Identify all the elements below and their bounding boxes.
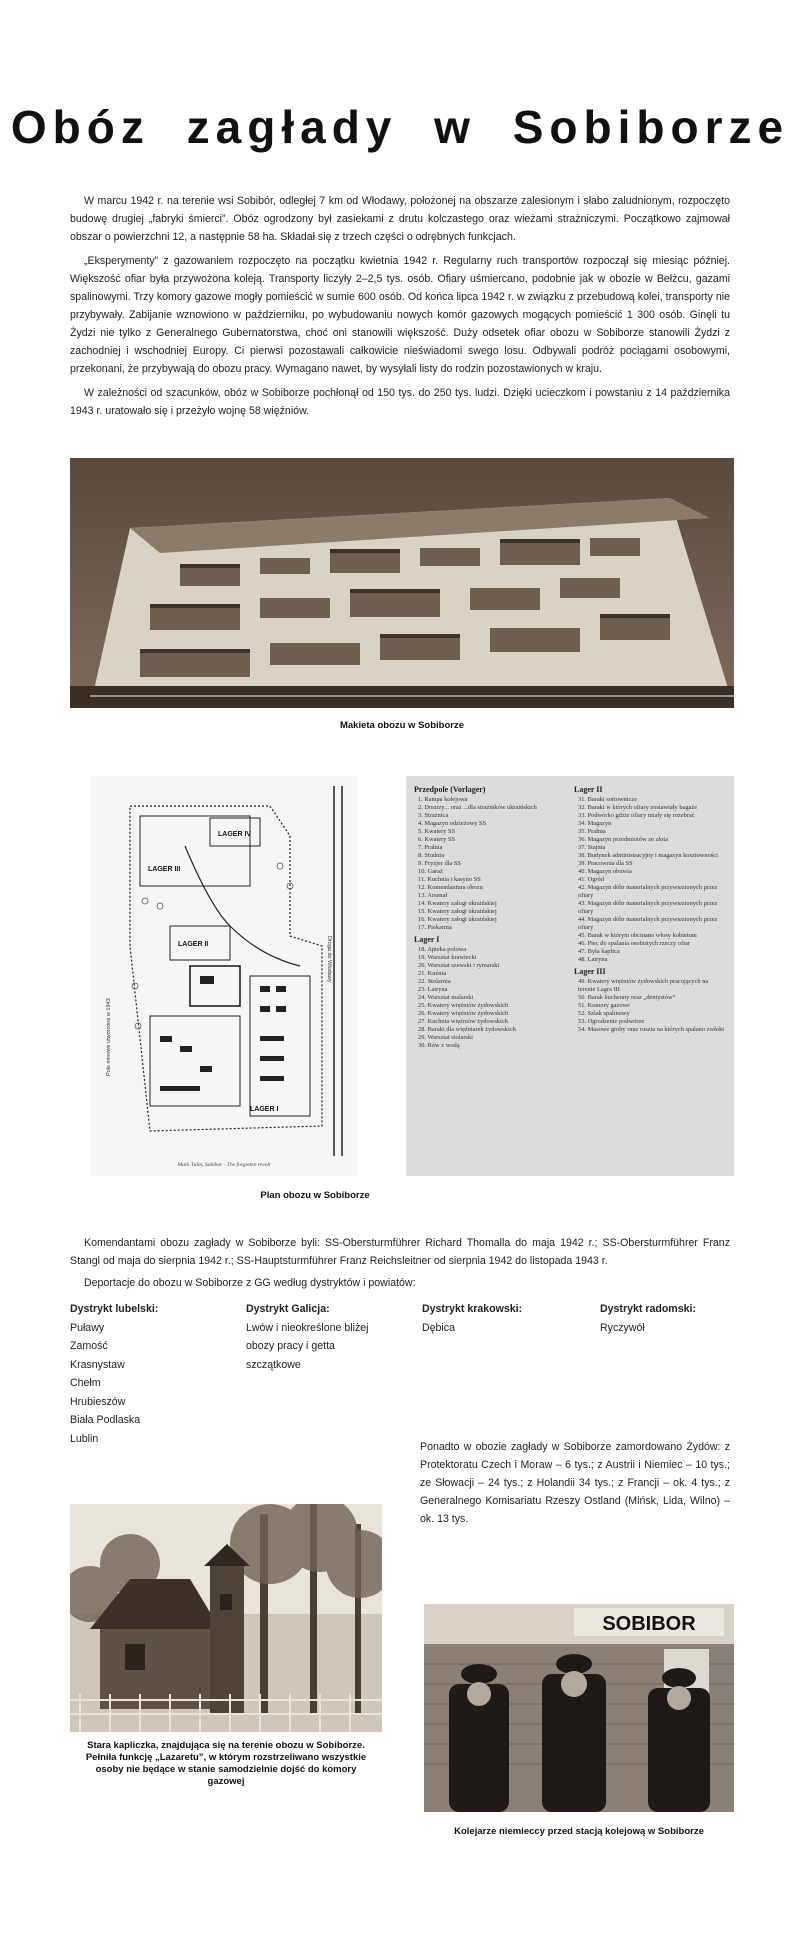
legend-item: 27. Kuchnia więźniów żydowskich <box>418 1018 508 1025</box>
district-item: Zamość <box>70 1340 108 1352</box>
plan-caption: Plan obozu w Sobiborze <box>260 1190 370 1201</box>
district-item: szczątkowe <box>246 1358 301 1371</box>
chapel-caption: Stara kapliczka, znajdująca się na terenie obozu w Sobiborze. Pełniła funkcję „Lazaretu”, w którym rozstrzeliwano wszystkie osoby nie będące w stanie samodzielnie dojść do komory gazowej <box>85 1740 367 1787</box>
station-caption: Kolejarze niemieccy przed stacją kolejową w Sobiborze <box>454 1826 704 1837</box>
commandants-paragraph: Komendantami obozu zagłady w Sobiborze byli: SS-Obersturmführer Richard Thomalla do maja 1942 r.; SS-Obersturmführer Franz Stangl od maja do sierpnia 1942 r.; SS-Hauptsturmführer Franz Reichsleitner od sierpnia 1942 do listopada 1943 r. <box>70 1237 730 1267</box>
legend-item: 31. Baraki sortownicze <box>578 796 638 803</box>
plan-legend <box>406 776 734 1176</box>
legend-heading: Lager III <box>574 967 606 976</box>
legend-item: 42. Magazyn dóbr materialnych przywiezionych przez ofiary <box>578 884 718 899</box>
intro-paragraph: „Eksperymenty” z gazowaniem rozpoczęto na początku kwietnia 1942 r. Regularny ruch transportów rozpoczął się miesiąc później. Większość ofiar była przywożona koleją. Transporty liczyły 2–2,5 tys. osób. Ofiary uśmiercano, podobnie jak w obozie w Bełżcu, gazami spalinowymi. Trzy komory gazowe mogły pomieścić w sumie 600 osób. Od końca lipca 1942 r. w związku z przebudową kolei, transporty nie przybywały. Zabijanie wznowiono w październiku, po wybudowaniu nowych komór gazowych mogących pomieścić 1 300 osób. Ginęli tu Żydzi nie tylko z Generalnego Gubernatorstwa, choć oni stanowili większość. Duży odsetek ofiar obozu w Sobiborze stanowili Żydzi z zachodniej i wschodniej Europy. Ci pierwsi pozostawali całkowicie nieświadomi swego losu. Odbywali podróż pociągami osobowymi, przekonani, że przybywają do obozu pracy. Wymagano nawet, by wysyłali listy do rodzin pozostawionych w kraju. <box>70 255 730 375</box>
district-heading: Dystrykt Galicja: <box>246 1303 330 1315</box>
legend-item: 38. Budynek administracyjny i magazyn kosztowności <box>578 852 718 859</box>
legend-item: 8. Studnia <box>418 852 444 859</box>
camp-plan-map <box>90 776 358 1176</box>
legend-heading: Przedpole (Vorlager) <box>414 785 486 794</box>
legend-item: 1. Rampa kolejowa <box>418 796 468 803</box>
legend-item: 15. Kwatery załogi ukraińskiej <box>418 908 497 915</box>
legend-item: 4. Magazyn odzieżowy SS <box>418 820 487 827</box>
legend-list <box>574 978 726 1034</box>
plan-label-lager-ii: LAGER II <box>178 941 209 948</box>
legend-column-2 <box>574 782 726 1034</box>
legend-item: 26. Kwatery więźniów żydowskich <box>418 1010 509 1017</box>
legend-item: 25. Kwatery więźniów żydowskich <box>418 1002 509 1009</box>
legend-item: 11. Kuchnia i kasyno SS <box>418 876 481 883</box>
legend-item: 21. Kuźnia <box>418 970 447 977</box>
legend-item: 37. Stajnia <box>578 844 606 851</box>
legend-heading: Lager II <box>574 785 603 794</box>
legend-item: 3. Strażnica <box>418 812 449 819</box>
district-item: Krasnystaw <box>70 1358 125 1371</box>
legend-item: 23. Latryna <box>418 986 448 993</box>
legend-list <box>574 796 726 964</box>
district-list <box>422 1319 592 1338</box>
legend-item: 34. Magazyn <box>578 820 612 827</box>
district-lubelski <box>70 1300 240 1448</box>
legend-item: 20. Warsztat szewski i rymarski <box>418 962 500 969</box>
page-title: Obóz zagłady w Sobiborze <box>10 101 790 153</box>
plan-label-lager-iii: LAGER III <box>148 866 181 873</box>
district-item: Biała Podlaska <box>70 1414 141 1426</box>
legend-item: 7. Pralnia <box>418 844 443 851</box>
legend-item: 54. Masowe groby oraz ruszta na których spalano zwłoki <box>578 1026 725 1033</box>
legend-item: 6. Kwatery SS <box>418 836 456 843</box>
commandants-text <box>70 1234 730 1296</box>
legend-item: 24. Warsztat malarski <box>418 994 474 1001</box>
legend-item: 36. Magazyn przedmiotów ze złota <box>578 836 668 843</box>
legend-heading: Lager I <box>414 935 440 944</box>
intro-paragraph: W marcu 1942 r. na terenie wsi Sobibór, odległej 7 km od Włodawy, położonej na obszarze zalesionym i słabo zaludnionym, rozpoczęto budowę drugiej „fabryki śmierci”. Obóz ogrodzony był zasiekami z drutu kolczastego oraz wieżami strażniczymi. Początkowo zajmował obszar o powierzchni 12, a następnie 58 ha. Składał się z trzech części o odrębnych funkcjach. <box>70 195 730 243</box>
legend-item: 41. Ogród <box>578 876 604 883</box>
legend-item: 18. Apteka polowa <box>418 946 467 953</box>
district-item: Lublin <box>70 1432 99 1445</box>
district-heading: Dystrykt lubelski: <box>70 1303 159 1315</box>
legend-item: 28. Baraki dla więźniarek żydowskich <box>418 1026 516 1033</box>
legend-item: 19. Warsztat krawiecki <box>418 954 477 961</box>
legend-item: 32. Baraki w których ofiary zostawiały bagaże <box>578 804 698 811</box>
district-item: Hrubieszów <box>70 1395 126 1408</box>
legend-item: 13. Arsenał <box>418 892 448 899</box>
legend-item: 29. Warsztat stolarski <box>418 1034 473 1041</box>
station-sign: SOBIBOR <box>602 1613 696 1635</box>
legend-item: 39. Pracownia dla SS <box>578 860 633 867</box>
plan-label-lager-iv: LAGER IV <box>218 831 252 838</box>
additional-victims-text: Ponadto w obozie zagłady w Sobiborze zamordowano Żydów: z Protektoratu Czech i Moraw – 6 tys.; z Austrii i Niemiec – 10 tys.; ze Słowacji – 24 tys.; z Holandii 34 tys.; z Francji – ok. 4 tys.; z Generalnego Komisariatu Rzeszy Ostland (Mińsk, Lida, Wilno) – ok. 13 tys. <box>420 1441 730 1525</box>
plan-credit: Mark Tulin, Sobibor - The forgotten revolt <box>177 1162 271 1168</box>
legend-item: 30. Rów z wodą <box>418 1042 460 1049</box>
district-krakowski <box>422 1300 592 1337</box>
legend-item: 10. Garaż <box>418 868 443 875</box>
legend-list <box>414 796 566 932</box>
deportation-intro: Deportacje do obozu w Sobiborze z GG według dystryktów i powiatów: <box>84 1277 416 1289</box>
legend-item: 40. Magazyn obuwia <box>578 868 632 875</box>
district-item: obozy pracy i getta <box>246 1340 335 1352</box>
legend-item: 22. Stolarnia <box>418 978 451 985</box>
model-caption: Makieta obozu w Sobiborze <box>339 720 465 731</box>
district-galicja <box>246 1300 416 1374</box>
legend-item: 35. Pralnia <box>578 828 606 835</box>
legend-item: 33. Podwórko gdzie ofiary miały się rozebrać <box>578 812 695 819</box>
legend-item: 16. Kwatery załogi ukraińskiej <box>418 916 497 923</box>
camp-model-photo <box>70 458 734 708</box>
district-item: Dębica <box>422 1321 455 1334</box>
legend-column-1 <box>414 782 566 1050</box>
legend-item: 50. Barak kuchenny oraz „dentystów” <box>578 994 676 1001</box>
district-list <box>600 1319 734 1338</box>
intro-paragraph: W zależności od szacunków, obóz w Sobiborze pochłonął od 150 tys. do 250 tys. ludzi. Dzięki ucieczkom i powstaniu z 14 października 1943 r. uratowało się i przeżyło wojnę 58 więźniów. <box>70 387 730 417</box>
legend-list <box>414 946 566 1050</box>
district-item: Lwów i nieokreślone bliżej <box>246 1321 369 1334</box>
district-list <box>70 1319 240 1449</box>
legend-item: 47. Była kaplica <box>578 948 620 955</box>
legend-item: 12. Komendantura obozu <box>418 884 483 891</box>
district-item: Chełm <box>70 1377 101 1389</box>
legend-item: 17. Piekarnia <box>418 924 452 931</box>
legend-item: 45. Barak w którym obcinano włosy kobietom <box>578 932 697 939</box>
intro-text <box>70 192 730 426</box>
district-item: Ryczywół <box>600 1321 645 1334</box>
legend-item: 5. Kwatery SS <box>418 828 456 835</box>
district-heading: Dystrykt krakowski: <box>422 1303 523 1315</box>
district-radomski <box>600 1300 734 1337</box>
chapel-photo <box>70 1504 382 1732</box>
district-heading: Dystrykt radomski: <box>600 1303 696 1315</box>
legend-item: 43. Magazyn dóbr materialnych przywiezionych przez ofiary <box>578 900 718 915</box>
legend-item: 49. Kwatery więźniów żydowskich pracujących na terenie Lagra III <box>578 978 709 993</box>
legend-item: 53. Ogrodzenie podwórze <box>578 1018 645 1025</box>
legend-item: 44. Magazyn dóbr materialnych przywiezionych przez ofiary <box>578 916 718 931</box>
district-item: Puławy <box>70 1321 105 1334</box>
district-list <box>246 1319 416 1375</box>
legend-item: 48. Latryna <box>578 956 608 963</box>
legend-item: 14. Kwatery załogi ukraińskiej <box>418 900 497 907</box>
railway-station-photo <box>424 1604 734 1812</box>
legend-item: 2. Dostrzy... oraz ...dla strażników ukraińskich <box>418 804 537 811</box>
plan-label-lager-i: LAGER I <box>250 1106 279 1113</box>
legend-item: 52. Szlak spalinowy <box>578 1010 630 1017</box>
plan-left-label: Pole minowe utworzone w 1943 <box>106 998 112 1076</box>
legend-item: 46. Piec do spalania osobistych rzeczy ofiar <box>578 940 690 947</box>
legend-item: 51. Komory gazowe <box>578 1002 630 1009</box>
plan-right-label: Droga do Włodawy <box>326 936 332 983</box>
legend-item: 9. Fryzjer dla SS <box>418 860 461 867</box>
